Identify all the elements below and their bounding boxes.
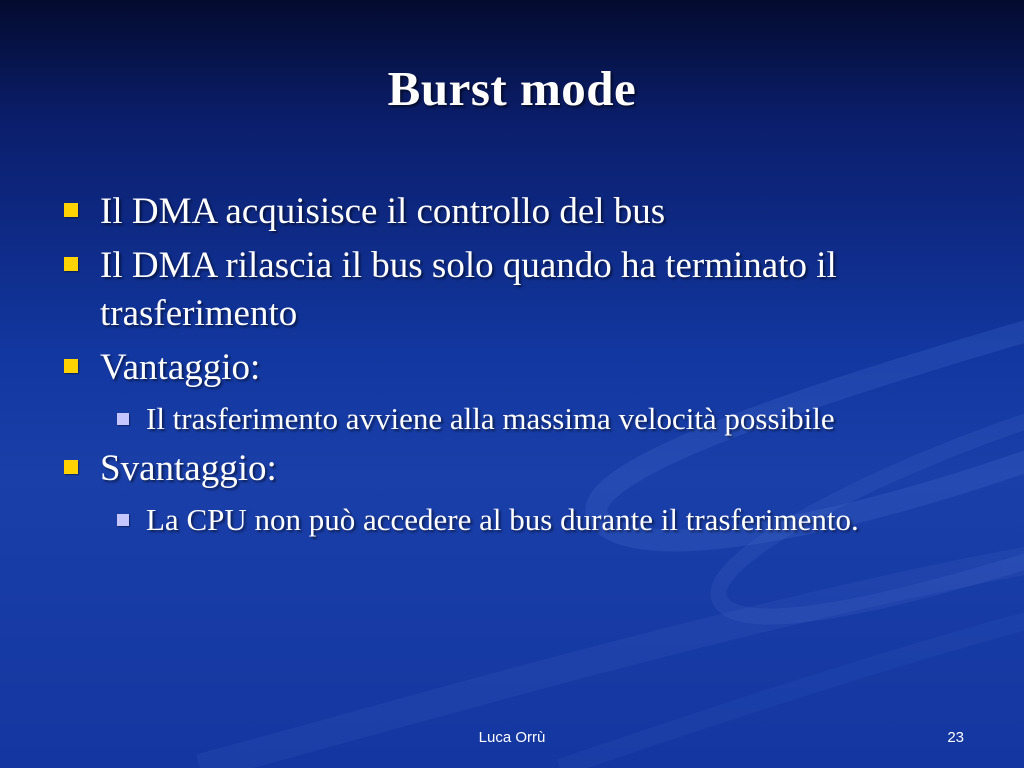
square-bullet-icon [64,257,78,271]
bullet-item-2 [60,242,960,338]
bullet-item-4 [60,445,960,493]
slide-title: Burst mode [387,61,637,116]
square-bullet-icon [64,203,78,217]
slide-content [60,188,960,546]
bullet-item-3 [60,344,960,392]
square-bullet-icon [64,460,78,474]
bullet-text: Il DMA acquisisce il controllo del bus [100,191,666,232]
slide-number: 23 [947,729,964,746]
sub-bullet-text: Il trasferimento avviene alla massima velocità possibile [146,401,835,436]
bullet-text: Il DMA rilascia il bus solo quando ha terminato il trasferimento [100,245,837,334]
sub-bullet-item-1 [60,398,960,439]
sub-bullet-text: La CPU non può accedere al bus durante il trasferimento. [146,502,859,537]
footer-author: Luca Orrù [478,729,546,746]
bullet-text: Svantaggio: [100,448,277,489]
bullet-text: Vantaggio: [100,347,261,388]
sub-bullet-item-2 [60,499,960,540]
bullet-item-1 [60,188,960,236]
square-bullet-icon [117,514,129,526]
square-bullet-icon [64,359,78,373]
square-bullet-icon [117,413,129,425]
